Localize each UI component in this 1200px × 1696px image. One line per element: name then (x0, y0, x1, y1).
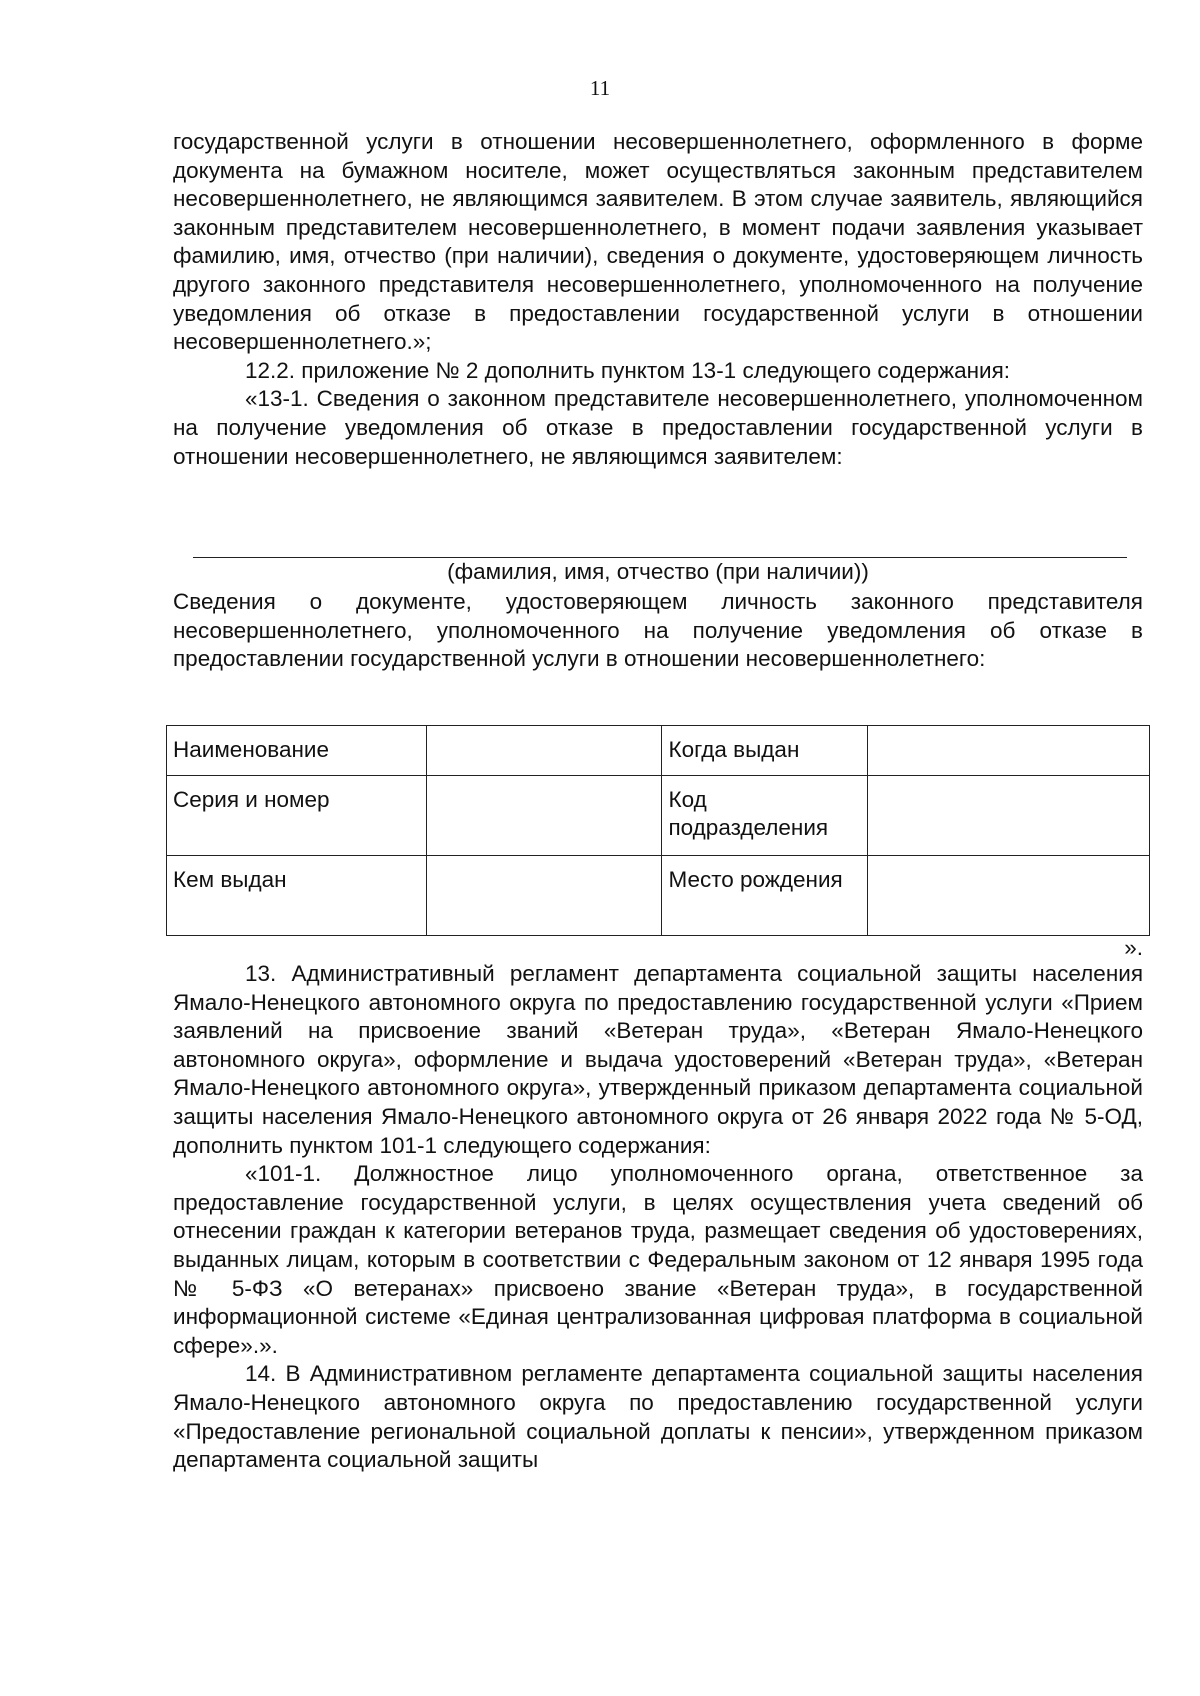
table-label-cell: Наименование (167, 726, 427, 776)
table-row (167, 726, 1150, 776)
table-label-cell: Кем выдан (167, 856, 427, 936)
text-block-document-intro (173, 588, 1143, 674)
table-closing-quote: ». (1124, 935, 1143, 960)
table-value-cell (426, 856, 662, 936)
paragraph: «13-1. Сведения о законном представителе несовершеннолетнего, уполномоченном на получение уведомления об отказе в предоставлении государственной услуги в отношении несовершеннолетнего, не являющимся заявителем: (173, 386, 1143, 469)
paragraph: государственной услуги в отношении несовершеннолетнего, оформленного в форме документа на бумажном носителе, может осуществляться законным представителем несовершеннолетнего, не являющимся заявителем. В этом случае заявитель, являющийся законным представителем несовершеннолетнего, в момент подачи заявления указывает фамилию, имя, отчество (при наличии), сведения о документе, удостоверяющем личность другого законного представителя несовершеннолетнего, уполномоченного на получение уведомления об отказе в предоставлении государственной услуги в отношении несовершеннолетнего.»; (173, 129, 1143, 355)
text-block-bottom (173, 960, 1143, 1475)
table-value-cell (426, 776, 662, 856)
table-row (167, 776, 1150, 856)
table-row (167, 856, 1150, 936)
table-value-cell (868, 856, 1150, 936)
signature-caption: (фамилия, имя, отчество (при наличии)) (447, 559, 869, 584)
identity-document-table (166, 725, 1150, 936)
table-label-cell: Серия и номер (167, 776, 427, 856)
paragraph: 13. Административный регламент департамента социальной защиты населения Ямало-Ненецкого автономного округа по предоставлению государственной услуги «Прием заявлений на присвоение званий «Ветеран труда», «Ветеран Ямало-Ненецкого автономного округа», оформление и выдача удостоверений «Ветеран труда», «Ветеран Ямало-Ненецкого автономного округа», утвержденный приказом департамента социальной защиты населения Ямало-Ненецкого автономного округа от 26 января 2022 года № 5-ОД, дополнить пунктом 101-1 следующего содержания: (173, 961, 1143, 1158)
table-value-cell (868, 726, 1150, 776)
paragraph: «101-1. Должностное лицо уполномоченного органа, ответственное за предоставление государственной услуги, в целях осуществления учета сведений об отнесении граждан к категории ветеранов труда, размещает сведения об удостоверениях, выданных лицам, которым в соответствии с Федеральным законом от 12 января 1995 года № 5-ФЗ «О ветеранах» присвоено звание «Ветеран труда», в государственной информационной системе «Единая централизованная цифровая платформа в социальной сфере».». (173, 1161, 1143, 1358)
table-label-cell: Место рождения (662, 856, 868, 936)
page-number: 11 (589, 76, 611, 100)
paragraph: Сведения о документе, удостоверяющем личность законного представителя несовершеннолетнего, уполномоченного на получение уведомления об отказе в предоставлении государственной услуги в отношении несовершеннолетнего: (173, 589, 1143, 672)
table-label-cell: Код подразделения (662, 776, 868, 856)
paragraph: 14. В Административном регламенте департамента социальной защиты населения Ямало-Ненецкого автономного округа по предоставлению государственной услуги «Предоставление региональной социальной доплаты к пенсии», утвержденном приказом департамента социальной защиты (173, 1361, 1143, 1473)
table-label-cell: Когда выдан (662, 726, 868, 776)
table-value-cell (868, 776, 1150, 856)
table-value-cell (426, 726, 662, 776)
paragraph: 12.2. приложение № 2 дополнить пунктом 13-1 следующего содержания: (245, 357, 1011, 383)
text-block-top (173, 128, 1143, 471)
